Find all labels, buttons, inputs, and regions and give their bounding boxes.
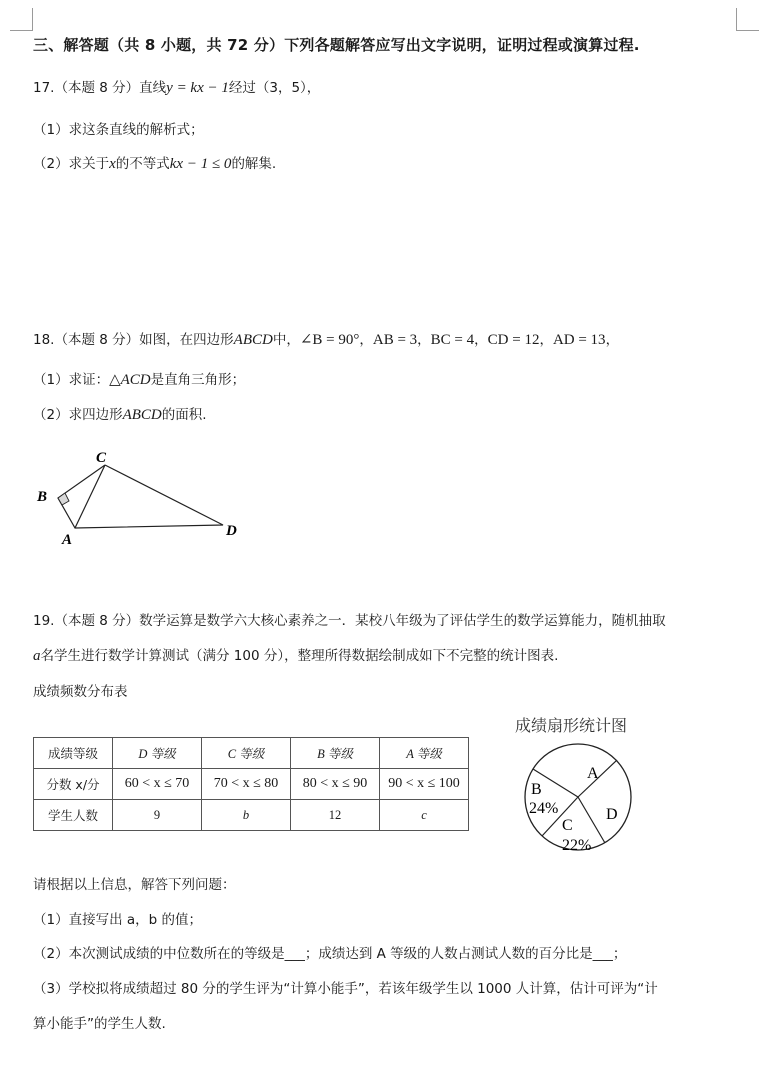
q17-head: 17.（本题 8 分）直线 — [33, 80, 167, 96]
q17-part2 — [33, 152, 276, 173]
q18-part2-b: 的面积. — [161, 407, 207, 423]
q17-equation: y = kx − 1 — [166, 80, 229, 96]
corner-mark-right — [736, 8, 759, 31]
table-cell: 70 < x ≤ 80 — [202, 769, 291, 800]
q18-cond-ab: AB = 3 — [372, 332, 418, 348]
table-cell: 12 — [291, 800, 380, 831]
table-cell: b — [202, 800, 291, 831]
q18-head: 18.（本题 8 分）如图，在四边形 — [33, 332, 234, 348]
q18-sep: ， — [417, 332, 431, 348]
q18-quadrilateral-figure — [30, 445, 260, 550]
table-cell: C 等级 — [202, 738, 291, 769]
table-cell: B 等级 — [291, 738, 380, 769]
q17-part2-text-b: 的不等式 — [115, 156, 170, 172]
q19-part1: （1）直接写出 a，b 的值； — [33, 912, 203, 928]
q17-part2-text-c: 的解集. — [231, 156, 277, 172]
frequency-table — [33, 737, 469, 831]
q18-sep: ， — [605, 332, 620, 348]
q18-sep: ， — [539, 332, 553, 348]
q19-part2: （2）本次测试成绩的中位数所在的等级是___；成绩达到 A 等级的人数占测试人数的百分比是___； — [33, 946, 627, 962]
table-row — [34, 769, 469, 800]
q18-quad-name: ABCD — [233, 332, 273, 348]
table-cell: 90 < x ≤ 100 — [380, 769, 469, 800]
q18-part2 — [33, 403, 207, 424]
pie-label-b-pct: 24% — [529, 800, 559, 817]
table-cell: D 等级 — [113, 738, 202, 769]
q19-var-a: a — [33, 648, 41, 664]
table-row-header: 学生人数 — [34, 800, 113, 831]
q18-mid: 中， — [272, 332, 300, 348]
pie-label-c: C — [562, 817, 573, 834]
table-row — [34, 738, 469, 769]
q18-part1-b: 是直角三角形； — [150, 372, 246, 388]
q19-prompt: 请根据以上信息，解答下列问题： — [33, 877, 236, 893]
q18-cond-bc: BC = 4 — [430, 332, 475, 348]
q19-line1: 19.（本题 8 分）数学运算是数学六大核心素养之一．某校八年级为了评估学生的数学运算能力，随机抽取 — [33, 613, 666, 629]
q18-cond-angle: ∠B = 90° — [299, 332, 360, 348]
q18-sep: ， — [359, 332, 373, 348]
label-b: B — [37, 489, 48, 505]
q18-cond-ad: AD = 13 — [552, 332, 606, 348]
table-cell: 60 < x ≤ 70 — [113, 769, 202, 800]
q17-stem — [33, 76, 320, 97]
label-c: C — [96, 450, 107, 466]
label-a: A — [62, 532, 73, 548]
q19-line2 — [33, 644, 558, 665]
table-title: 成绩频数分布表 — [33, 684, 128, 700]
pie-label-a: A — [587, 765, 599, 782]
q17-part2-text-a: （2）求关于 — [33, 156, 110, 172]
table-row-header: 分数 x/分 — [34, 769, 113, 800]
q18-triangle-name: △ACD — [109, 372, 151, 388]
q18-sep: ， — [474, 332, 488, 348]
q17-tail: 经过（3，5）， — [228, 80, 321, 96]
q18-part1 — [33, 368, 245, 389]
label-d: D — [226, 523, 237, 539]
q19-part3-line2: 算小能手”的学生人数. — [33, 1016, 166, 1032]
q19-part3-line1: （3）学校拟将成绩超过 80 分的学生评为“计算小能手”，若该年级学生以 1000 人计算，估计可评为“计 — [33, 981, 658, 997]
pie-label-c-pct: 22% — [562, 837, 592, 854]
quad-outline — [58, 465, 223, 528]
pie-chart — [520, 740, 650, 855]
pie-title: 成绩扇形统计图 — [515, 716, 628, 735]
q17-part2-var: x — [109, 156, 116, 172]
q18-part1-a: （1）求证： — [33, 372, 110, 388]
table-cell: 9 — [113, 800, 202, 831]
pie-label-d: D — [606, 806, 618, 823]
q19-line2-text: 名学生进行数学计算测试（满分 100 分），整理所得数据绘制成如下不完整的统计图表. — [40, 648, 559, 664]
q17-inequality: kx − 1 ≤ 0 — [169, 156, 232, 172]
q18-stem — [33, 328, 619, 349]
q17-part1: （1）求这条直线的解析式； — [33, 122, 204, 138]
table-row-header: 成绩等级 — [34, 738, 113, 769]
table-row — [34, 800, 469, 831]
pie-label-b: B — [531, 781, 542, 798]
q18-part2-quad: ABCD — [122, 407, 162, 423]
table-cell: c — [380, 800, 469, 831]
corner-mark-left — [10, 8, 33, 31]
table-cell: 80 < x ≤ 90 — [291, 769, 380, 800]
table-cell: A 等级 — [380, 738, 469, 769]
right-angle-mark — [58, 493, 69, 505]
q18-cond-cd: CD = 12 — [487, 332, 540, 348]
section-heading: 三、解答题（共 8 小题，共 72 分）下列各题解答应写出文字说明，证明过程或演算过程. — [33, 36, 640, 54]
q18-part2-a: （2）求四边形 — [33, 407, 123, 423]
diagonal-ac — [75, 465, 105, 528]
